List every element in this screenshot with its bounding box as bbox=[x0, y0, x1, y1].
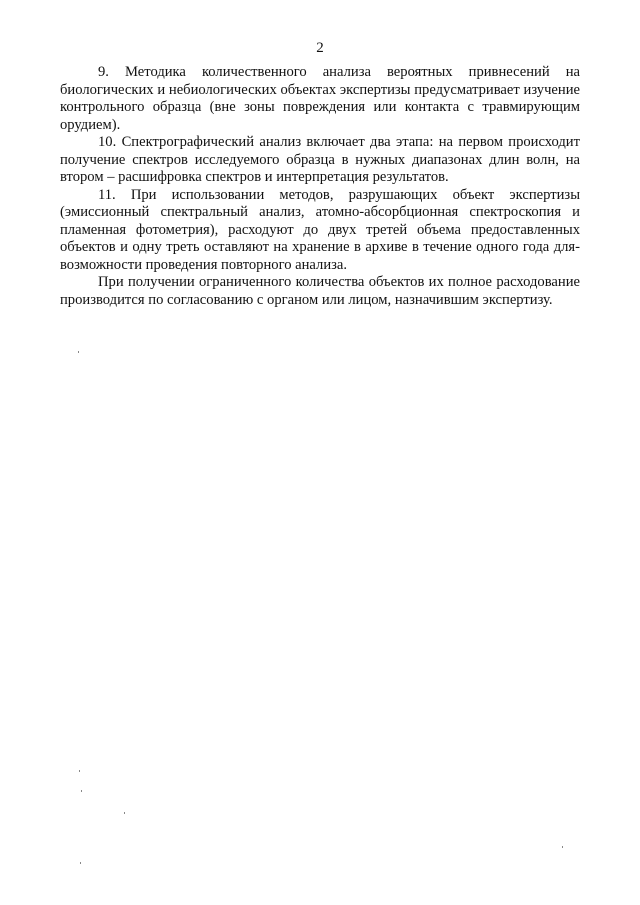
scan-speck bbox=[79, 770, 80, 772]
document-body bbox=[60, 64, 580, 309]
paragraph-11: 11. При использовании методов, разрушающих объект экспертизы (эмиссионный спектральный анализ, атомно-абсорбционная спектроскопия и пламенная фотометрия), расходуют до двух третей объема предоставленных объектов и одну треть оставляют на хранение в архиве в течение одного года для-возможности проведения повторного анализа. bbox=[60, 186, 580, 273]
scan-speck bbox=[124, 812, 125, 814]
scan-speck bbox=[78, 351, 79, 353]
paragraph-limited-objects: При получении ограниченного количества объектов их полное расходование производится по согласованию с органом или лицом, назначившим экспертизу. bbox=[60, 274, 580, 308]
scan-speck bbox=[81, 790, 82, 792]
scan-speck bbox=[562, 846, 563, 848]
scan-speck bbox=[80, 862, 81, 864]
page-number: 2 bbox=[316, 40, 324, 56]
paragraph-10: 10. Спектрографический анализ включает два этапа: на первом происходит получение спектров исследуемого образца в нужных диапазонах длин волн, на втором – расшифровка спектров и интерпретация результатов. bbox=[60, 134, 580, 185]
paragraph-9: 9. Методика количественного анализа вероятных привнесений на биологических и небиологических объектах экспертизы предусматривает изучение контрольного образца (вне зоны повреждения или контакта с травмирующим орудием). bbox=[60, 64, 580, 133]
